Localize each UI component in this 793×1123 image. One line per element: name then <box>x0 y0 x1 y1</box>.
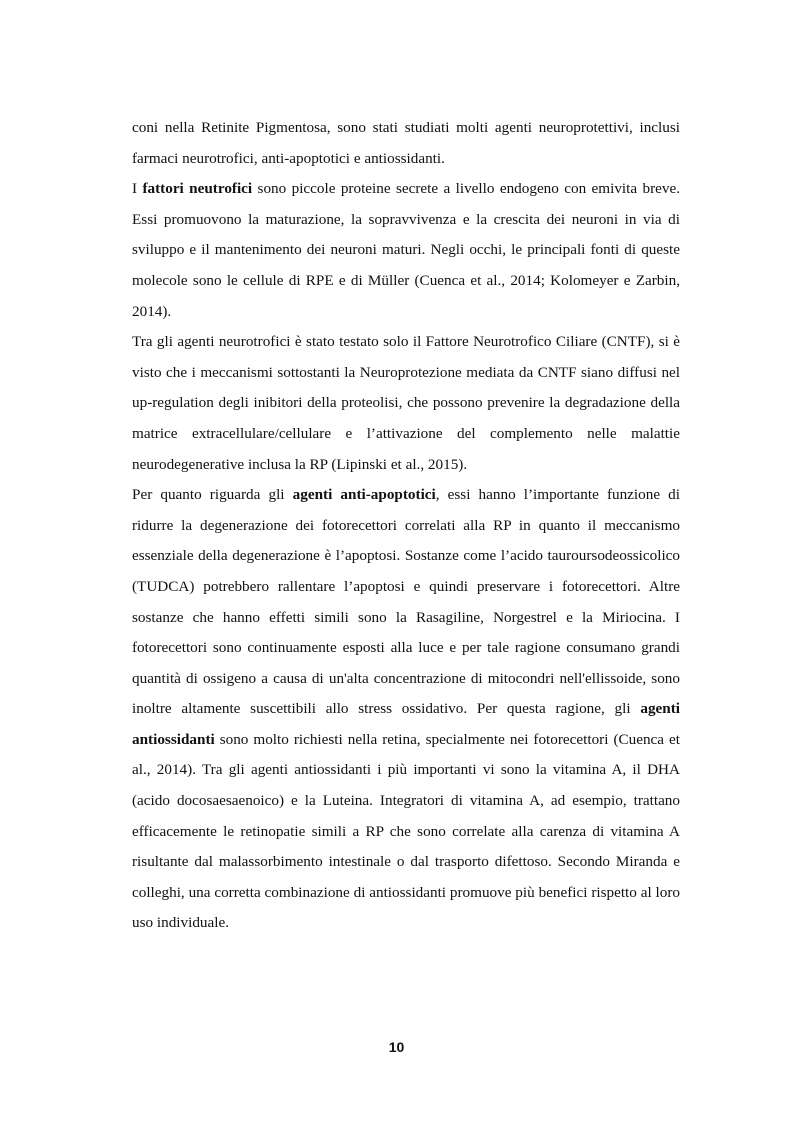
paragraph-antiapoptotic-antioxidant <box>132 480 680 939</box>
text-run: coni nella Retinite Pigmentosa, sono stati studiati molti agenti neuroprotettivi, inclusi farmaci neurotrofici, anti-apoptotici e antiossidanti. <box>132 119 680 167</box>
text-run: sono piccole proteine secrete a livello endogeno con emivita breve. Essi promuovono la maturazione, la sopravvivenza e la crescita dei neuroni in via di sviluppo e il mantenimento dei neuroni maturi. Negli occhi, le principali fonti di queste molecole sono le cellule di RPE e di Müller (Cuenca et al., 2014; Kolomeyer e Zarbin, 2014). <box>132 180 681 320</box>
text-run: I <box>132 180 143 198</box>
text-run: , essi hanno l’importante funzione di ridurre la degenerazione dei fotorecettori correlati alla RP in quanto il meccanismo essenziale della degenerazione è l’apoptosi. Sostanze come l’acido tauroursodeossicolico (TUDCA) potrebbero rallentare l’apoptosi e quindi preservare i fotorecettori. Altre sostanze che hanno effetti simili sono la Rasagiline, Norgestrel e la Miriocina. I fotorecettori sono continuamente esposti alla luce e per tale ragione consumano grandi quantità di ossigeno a causa di un'alta concentrazione di mitocondri nell'ellissoide, sono inoltre altamente suscettibili allo stress ossidativo. Per questa ragione, gli <box>132 486 680 718</box>
page-number: 10 <box>388 1039 405 1055</box>
paragraph-neurotrophic-factors <box>132 174 680 327</box>
paragraph-cntf <box>132 327 680 480</box>
bold-term: fattori neutrofici <box>142 180 253 198</box>
bold-term: agenti anti-apoptotici <box>292 486 436 504</box>
text-run: Per quanto riguarda gli <box>132 486 293 504</box>
text-run: sono molto richiesti nella retina, specialmente nei fotorecettori (Cuenca et al., 2014). Tra gli agenti antiossidanti i più importanti vi sono la vitamina A, il DHA (acido docosaesaenoico) e la Luteina. Integratori di vitamina A, ad esempio, trattano efficacemente le retinopatie simili a RP che sono correlate alla carenza di vitamina A risultante dal malassorbimento intestinale o dal trasporto difettoso. Secondo Miranda e colleghi, una corretta combinazione di antiossidanti promuove più benefici rispetto al loro uso individuale. <box>132 730 680 932</box>
paragraph-intro <box>132 113 680 174</box>
body-text <box>132 113 680 939</box>
bold-term: agenti antiossidanti <box>132 700 680 748</box>
text-run: Tra gli agenti neurotrofici è stato testato solo il Fattore Neurotrofico Ciliare (CNTF), si è visto che i meccanismi sottostanti la Neuroprotezione mediata da CNTF siano diffusi nel up-regulation degli inibitori della proteolisi, che possono prevenire la degradazione della matrice extracellulare/cellulare e l’attivazione del complemento nelle malattie neurodegenerative inclusa la RP (Lipinski et al., 2015). <box>132 333 680 473</box>
